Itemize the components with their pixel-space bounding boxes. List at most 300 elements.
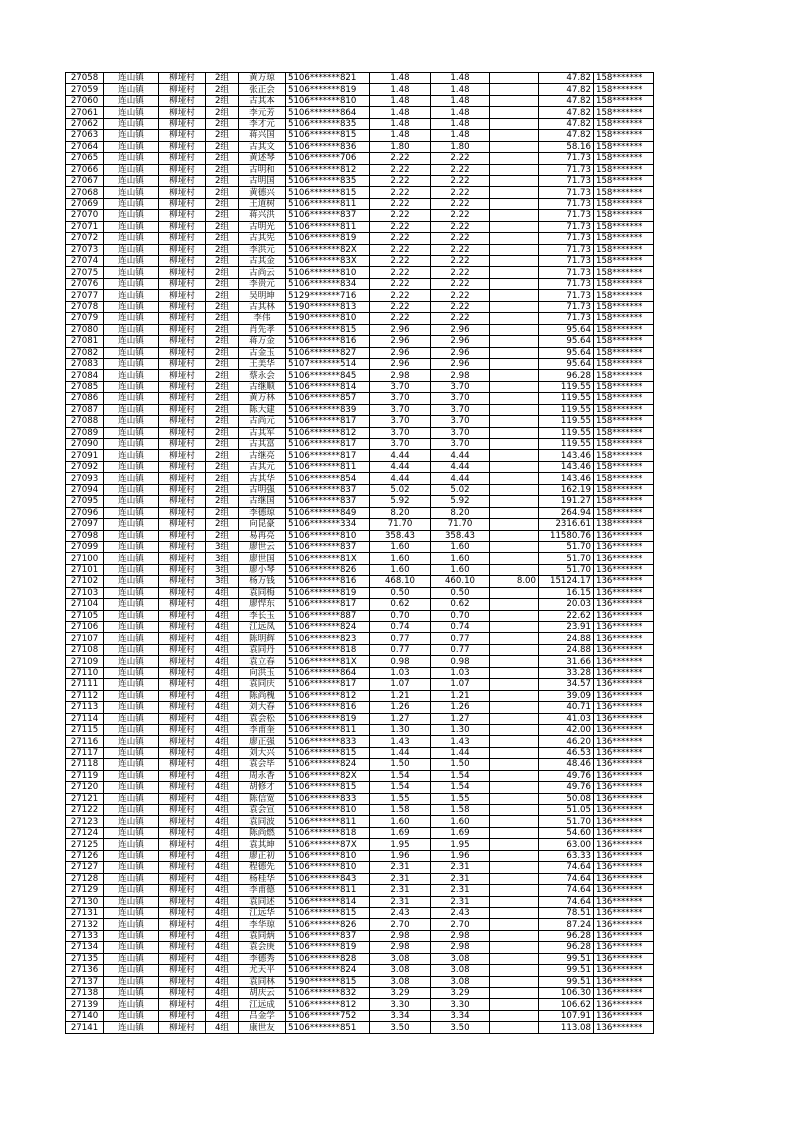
name-cell: 李德琼 <box>239 507 286 518</box>
town-cell: 连山镇 <box>104 793 159 804</box>
id-number-cell: 5106*******827 <box>286 347 370 358</box>
total-area-cell: 2.22 <box>431 267 490 278</box>
phone-cell: 136******* <box>594 782 654 793</box>
town-cell: 连山镇 <box>104 347 159 358</box>
id-number-cell: 5107*******514 <box>286 358 370 369</box>
town-cell: 连山镇 <box>104 541 159 552</box>
phone-cell: 136******* <box>594 907 654 918</box>
total-area-cell: 3.50 <box>431 1022 490 1033</box>
total-area-cell: 2.22 <box>431 198 490 209</box>
amount-cell: 99.51 <box>539 965 594 976</box>
id-number-cell: 5106*******752 <box>286 1010 370 1021</box>
table-row <box>66 301 654 312</box>
phone-cell: 158******* <box>594 198 654 209</box>
name-cell: 古其元 <box>239 461 286 472</box>
group-cell: 2组 <box>206 164 239 175</box>
group-cell: 2组 <box>206 358 239 369</box>
row-number-cell: 27102 <box>66 576 104 587</box>
group-cell: 2组 <box>206 256 239 267</box>
village-cell: 柳垭村 <box>159 324 206 335</box>
village-cell: 柳垭村 <box>159 999 206 1010</box>
amount-cell: 143.46 <box>539 473 594 484</box>
table-row <box>66 347 654 358</box>
id-number-cell: 5106*******824 <box>286 622 370 633</box>
id-number-cell: 5106*******857 <box>286 393 370 404</box>
village-cell: 柳垭村 <box>159 221 206 232</box>
id-number-cell: 5106*******835 <box>286 118 370 129</box>
town-cell: 连山镇 <box>104 233 159 244</box>
id-number-cell: 5106*******87X <box>286 839 370 850</box>
amount-cell: 119.55 <box>539 381 594 392</box>
phone-cell: 158******* <box>594 210 654 221</box>
extra-area-cell <box>490 153 539 164</box>
phone-cell: 136******* <box>594 713 654 724</box>
id-number-cell: 5106*******82X <box>286 244 370 255</box>
village-cell: 柳垭村 <box>159 187 206 198</box>
area-cell: 1.48 <box>370 118 431 129</box>
extra-area-cell <box>490 976 539 987</box>
row-number-cell: 27100 <box>66 553 104 564</box>
name-cell: 古明和 <box>239 164 286 175</box>
total-area-cell: 2.22 <box>431 278 490 289</box>
name-cell: 袁同庆 <box>239 679 286 690</box>
group-cell: 2组 <box>206 244 239 255</box>
town-cell: 连山镇 <box>104 530 159 541</box>
table-row <box>66 450 654 461</box>
table-row <box>66 130 654 141</box>
table-row <box>66 210 654 221</box>
row-number-cell: 27133 <box>66 930 104 941</box>
amount-cell: 71.73 <box>539 210 594 221</box>
phone-cell: 158******* <box>594 221 654 232</box>
name-cell: 古明光 <box>239 221 286 232</box>
name-cell: 古明强 <box>239 484 286 495</box>
village-cell: 柳垭村 <box>159 576 206 587</box>
row-number-cell: 27113 <box>66 702 104 713</box>
total-area-cell: 2.96 <box>431 336 490 347</box>
table-row <box>66 84 654 95</box>
amount-cell: 71.73 <box>539 278 594 289</box>
total-area-cell: 1.60 <box>431 816 490 827</box>
village-cell: 柳垭村 <box>159 862 206 873</box>
amount-cell: 24.88 <box>539 644 594 655</box>
town-cell: 连山镇 <box>104 576 159 587</box>
phone-cell: 158******* <box>594 439 654 450</box>
total-area-cell: 1.48 <box>431 95 490 106</box>
row-number-cell: 27136 <box>66 965 104 976</box>
amount-cell: 49.76 <box>539 782 594 793</box>
table-row <box>66 976 654 987</box>
name-cell: 吕金学 <box>239 1010 286 1021</box>
town-cell: 连山镇 <box>104 187 159 198</box>
phone-cell: 158******* <box>594 290 654 301</box>
total-area-cell: 2.22 <box>431 313 490 324</box>
area-cell: 2.31 <box>370 862 431 873</box>
name-cell: 陈明辉 <box>239 633 286 644</box>
total-area-cell: 2.22 <box>431 256 490 267</box>
table-row <box>66 1022 654 1033</box>
village-cell: 柳垭村 <box>159 427 206 438</box>
id-number-cell: 5106*******814 <box>286 381 370 392</box>
area-cell: 1.27 <box>370 713 431 724</box>
area-cell: 2.31 <box>370 873 431 884</box>
extra-area-cell <box>490 358 539 369</box>
name-cell: 易再亮 <box>239 530 286 541</box>
group-cell: 2组 <box>206 301 239 312</box>
id-number-cell: 5106*******824 <box>286 965 370 976</box>
group-cell: 4组 <box>206 633 239 644</box>
table-row <box>66 953 654 964</box>
group-cell: 4组 <box>206 782 239 793</box>
phone-cell: 136******* <box>594 873 654 884</box>
town-cell: 连山镇 <box>104 393 159 404</box>
area-cell: 1.58 <box>370 805 431 816</box>
town-cell: 连山镇 <box>104 896 159 907</box>
total-area-cell: 0.74 <box>431 622 490 633</box>
amount-cell: 74.64 <box>539 873 594 884</box>
group-cell: 4组 <box>206 679 239 690</box>
town-cell: 连山镇 <box>104 599 159 610</box>
group-cell: 4组 <box>206 976 239 987</box>
total-area-cell: 4.44 <box>431 461 490 472</box>
name-cell: 古其华 <box>239 473 286 484</box>
name-cell: 周永香 <box>239 770 286 781</box>
row-number-cell: 27059 <box>66 84 104 95</box>
row-number-cell: 27110 <box>66 667 104 678</box>
row-number-cell: 27111 <box>66 679 104 690</box>
extra-area-cell <box>490 198 539 209</box>
id-number-cell: 5106*******816 <box>286 336 370 347</box>
amount-cell: 63.00 <box>539 839 594 850</box>
extra-area-cell <box>490 885 539 896</box>
total-area-cell: 3.08 <box>431 976 490 987</box>
extra-area-cell <box>490 656 539 667</box>
phone-cell: 136******* <box>594 564 654 575</box>
extra-area-cell <box>490 336 539 347</box>
id-number-cell: 5106*******818 <box>286 827 370 838</box>
town-cell: 连山镇 <box>104 450 159 461</box>
town-cell: 连山镇 <box>104 519 159 530</box>
extra-area-cell <box>490 713 539 724</box>
group-cell: 4组 <box>206 587 239 598</box>
row-number-cell: 27076 <box>66 278 104 289</box>
village-cell: 柳垭村 <box>159 198 206 209</box>
id-number-cell: 5106*******817 <box>286 599 370 610</box>
table-row <box>66 782 654 793</box>
area-cell: 1.69 <box>370 827 431 838</box>
name-cell: 程德先 <box>239 862 286 873</box>
amount-cell: 119.55 <box>539 393 594 404</box>
row-number-cell: 27083 <box>66 358 104 369</box>
table-row <box>66 118 654 129</box>
row-number-cell: 27090 <box>66 439 104 450</box>
amount-cell: 50.08 <box>539 793 594 804</box>
name-cell: 李洪元 <box>239 244 286 255</box>
amount-cell: 54.60 <box>539 827 594 838</box>
total-area-cell: 1.30 <box>431 724 490 735</box>
area-cell: 3.70 <box>370 439 431 450</box>
area-cell: 3.70 <box>370 404 431 415</box>
amount-cell: 34.57 <box>539 679 594 690</box>
phone-cell: 136******* <box>594 530 654 541</box>
table-row <box>66 141 654 152</box>
total-area-cell: 0.77 <box>431 633 490 644</box>
area-cell: 1.60 <box>370 541 431 552</box>
area-cell: 4.44 <box>370 450 431 461</box>
extra-area-cell <box>490 644 539 655</box>
town-cell: 连山镇 <box>104 553 159 564</box>
amount-cell: 2316.61 <box>539 519 594 530</box>
id-number-cell: 5106*******887 <box>286 610 370 621</box>
id-number-cell: 5106*******815 <box>286 907 370 918</box>
extra-area-cell: 8.00 <box>490 576 539 587</box>
row-number-cell: 27075 <box>66 267 104 278</box>
name-cell: 袁同丹 <box>239 644 286 655</box>
area-cell: 1.21 <box>370 690 431 701</box>
table-row <box>66 747 654 758</box>
id-number-cell: 5106*******810 <box>286 862 370 873</box>
total-area-cell: 3.08 <box>431 965 490 976</box>
group-cell: 2组 <box>206 130 239 141</box>
row-number-cell: 27062 <box>66 118 104 129</box>
total-area-cell: 1.26 <box>431 702 490 713</box>
group-cell: 4组 <box>206 793 239 804</box>
id-number-cell: 5106*******810 <box>286 530 370 541</box>
id-number-cell: 5106*******811 <box>286 885 370 896</box>
village-cell: 柳垭村 <box>159 782 206 793</box>
village-cell: 柳垭村 <box>159 885 206 896</box>
extra-area-cell <box>490 782 539 793</box>
name-cell: 袁同梅 <box>239 587 286 598</box>
name-cell: 李华琼 <box>239 919 286 930</box>
row-number-cell: 27094 <box>66 484 104 495</box>
name-cell: 古尚元 <box>239 416 286 427</box>
area-cell: 71.70 <box>370 519 431 530</box>
table-row <box>66 324 654 335</box>
amount-cell: 47.82 <box>539 84 594 95</box>
amount-cell: 106.62 <box>539 999 594 1010</box>
area-cell: 2.96 <box>370 336 431 347</box>
group-cell: 4组 <box>206 736 239 747</box>
phone-cell: 158******* <box>594 84 654 95</box>
extra-area-cell <box>490 1022 539 1033</box>
amount-cell: 33.28 <box>539 667 594 678</box>
town-cell: 连山镇 <box>104 404 159 415</box>
area-cell: 2.96 <box>370 347 431 358</box>
extra-area-cell <box>490 381 539 392</box>
town-cell: 连山镇 <box>104 690 159 701</box>
table-row <box>66 358 654 369</box>
town-cell: 连山镇 <box>104 839 159 850</box>
id-number-cell: 5106*******864 <box>286 107 370 118</box>
row-number-cell: 27115 <box>66 724 104 735</box>
group-cell: 2组 <box>206 404 239 415</box>
name-cell: 李伟 <box>239 313 286 324</box>
extra-area-cell <box>490 347 539 358</box>
extra-area-cell <box>490 507 539 518</box>
amount-cell: 46.53 <box>539 747 594 758</box>
area-cell: 2.98 <box>370 942 431 953</box>
town-cell: 连山镇 <box>104 370 159 381</box>
area-cell: 3.08 <box>370 953 431 964</box>
area-cell: 2.22 <box>370 233 431 244</box>
id-number-cell: 5106*******815 <box>286 187 370 198</box>
extra-area-cell <box>490 1010 539 1021</box>
total-area-cell: 460.10 <box>431 576 490 587</box>
table-row <box>66 427 654 438</box>
village-cell: 柳垭村 <box>159 610 206 621</box>
name-cell: 张正会 <box>239 84 286 95</box>
id-number-cell: 5106*******845 <box>286 370 370 381</box>
amount-cell: 40.71 <box>539 702 594 713</box>
row-number-cell: 27088 <box>66 416 104 427</box>
name-cell: 袁会松 <box>239 713 286 724</box>
table-row <box>66 816 654 827</box>
phone-cell: 158******* <box>594 267 654 278</box>
name-cell: 古尚云 <box>239 267 286 278</box>
total-area-cell: 2.31 <box>431 862 490 873</box>
amount-cell: 71.73 <box>539 198 594 209</box>
amount-cell: 74.64 <box>539 896 594 907</box>
phone-cell: 136******* <box>594 656 654 667</box>
id-number-cell: 5106*******82X <box>286 770 370 781</box>
extra-area-cell <box>490 747 539 758</box>
area-cell: 0.70 <box>370 610 431 621</box>
village-cell: 柳垭村 <box>159 541 206 552</box>
name-cell: 古继顺 <box>239 381 286 392</box>
name-cell: 陈大建 <box>239 404 286 415</box>
table-row <box>66 461 654 472</box>
area-cell: 358.43 <box>370 530 431 541</box>
name-cell: 袁其坤 <box>239 839 286 850</box>
phone-cell: 136******* <box>594 690 654 701</box>
id-number-cell: 5106*******81X <box>286 656 370 667</box>
amount-cell: 191.27 <box>539 496 594 507</box>
town-cell: 连山镇 <box>104 164 159 175</box>
village-cell: 柳垭村 <box>159 839 206 850</box>
group-cell: 4组 <box>206 622 239 633</box>
name-cell: 胡修才 <box>239 782 286 793</box>
area-cell: 2.22 <box>370 313 431 324</box>
village-cell: 柳垭村 <box>159 702 206 713</box>
name-cell: 王道树 <box>239 198 286 209</box>
area-cell: 2.70 <box>370 919 431 930</box>
village-cell: 柳垭村 <box>159 153 206 164</box>
table-row <box>66 73 654 84</box>
group-cell: 2组 <box>206 267 239 278</box>
id-number-cell: 5106*******812 <box>286 427 370 438</box>
total-area-cell: 2.22 <box>431 244 490 255</box>
amount-cell: 96.28 <box>539 370 594 381</box>
total-area-cell: 0.62 <box>431 599 490 610</box>
table-row <box>66 439 654 450</box>
row-number-cell: 27068 <box>66 187 104 198</box>
amount-cell: 71.73 <box>539 153 594 164</box>
id-number-cell: 5190*******813 <box>286 301 370 312</box>
id-number-cell: 5106*******817 <box>286 439 370 450</box>
extra-area-cell <box>490 175 539 186</box>
village-cell: 柳垭村 <box>159 805 206 816</box>
village-cell: 柳垭村 <box>159 736 206 747</box>
town-cell: 连山镇 <box>104 336 159 347</box>
town-cell: 连山镇 <box>104 656 159 667</box>
table-row <box>66 930 654 941</box>
town-cell: 连山镇 <box>104 713 159 724</box>
group-cell: 4组 <box>206 1010 239 1021</box>
total-area-cell: 2.96 <box>431 324 490 335</box>
group-cell: 2组 <box>206 118 239 129</box>
area-cell: 2.22 <box>370 198 431 209</box>
name-cell: 康世友 <box>239 1022 286 1033</box>
village-cell: 柳垭村 <box>159 976 206 987</box>
town-cell: 连山镇 <box>104 244 159 255</box>
village-cell: 柳垭村 <box>159 107 206 118</box>
group-cell: 4组 <box>206 656 239 667</box>
village-cell: 柳垭村 <box>159 942 206 953</box>
row-number-cell: 27093 <box>66 473 104 484</box>
area-cell: 3.29 <box>370 988 431 999</box>
town-cell: 连山镇 <box>104 644 159 655</box>
area-cell: 3.50 <box>370 1022 431 1033</box>
town-cell: 连山镇 <box>104 84 159 95</box>
row-number-cell: 27085 <box>66 381 104 392</box>
row-number-cell: 27067 <box>66 175 104 186</box>
amount-cell: 74.64 <box>539 862 594 873</box>
town-cell: 连山镇 <box>104 507 159 518</box>
name-cell: 古其富 <box>239 439 286 450</box>
phone-cell: 158******* <box>594 427 654 438</box>
amount-cell: 71.73 <box>539 244 594 255</box>
total-area-cell: 5.02 <box>431 484 490 495</box>
village-cell: 柳垭村 <box>159 690 206 701</box>
group-cell: 2组 <box>206 393 239 404</box>
table-row <box>66 256 654 267</box>
town-cell: 连山镇 <box>104 1022 159 1033</box>
id-number-cell: 5106*******819 <box>286 587 370 598</box>
village-cell: 柳垭村 <box>159 164 206 175</box>
row-number-cell: 27126 <box>66 850 104 861</box>
area-cell: 1.48 <box>370 107 431 118</box>
amount-cell: 78.51 <box>539 907 594 918</box>
total-area-cell: 3.70 <box>431 416 490 427</box>
total-area-cell: 1.80 <box>431 141 490 152</box>
table-row <box>66 541 654 552</box>
town-cell: 连山镇 <box>104 496 159 507</box>
phone-cell: 158******* <box>594 358 654 369</box>
village-cell: 柳垭村 <box>159 656 206 667</box>
table-row <box>66 553 654 564</box>
group-cell: 2组 <box>206 221 239 232</box>
name-cell: 蒋兴洪 <box>239 210 286 221</box>
id-number-cell: 5106*******826 <box>286 919 370 930</box>
id-number-cell: 5106*******832 <box>286 988 370 999</box>
name-cell: 李元芳 <box>239 107 286 118</box>
extra-area-cell <box>490 965 539 976</box>
row-number-cell: 27060 <box>66 95 104 106</box>
total-area-cell: 3.08 <box>431 953 490 964</box>
area-cell: 3.70 <box>370 393 431 404</box>
area-cell: 2.22 <box>370 187 431 198</box>
area-cell: 3.08 <box>370 976 431 987</box>
village-cell: 柳垭村 <box>159 416 206 427</box>
phone-cell: 136******* <box>594 942 654 953</box>
amount-cell: 11580.76 <box>539 530 594 541</box>
area-cell: 1.50 <box>370 759 431 770</box>
id-number-cell: 5106*******810 <box>286 267 370 278</box>
id-number-cell: 5106*******823 <box>286 633 370 644</box>
extra-area-cell <box>490 690 539 701</box>
name-cell: 尤天平 <box>239 965 286 976</box>
